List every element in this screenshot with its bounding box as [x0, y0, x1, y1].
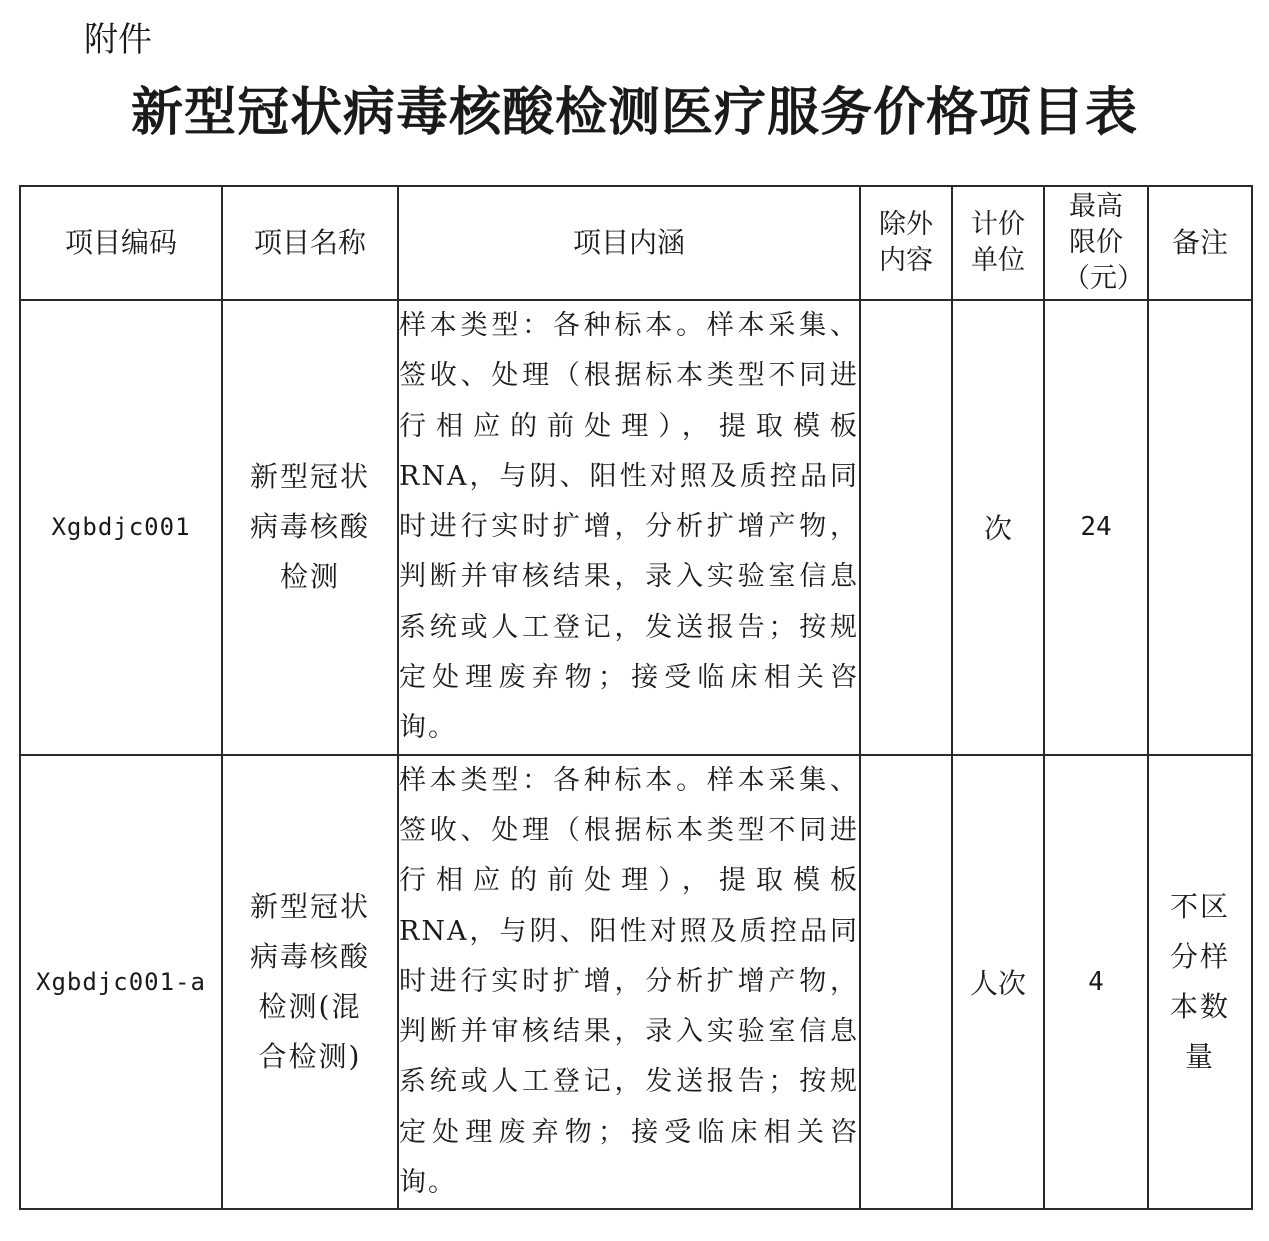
column-header-name: 项目名称: [222, 186, 398, 300]
column-header-excluded: 除外内容: [860, 186, 952, 300]
item-name-cell: [222, 755, 398, 1210]
unit-cell: 次: [952, 300, 1044, 755]
column-header-content: 项目内涵: [398, 186, 860, 300]
item-code-cell: Xgbdjc001-a: [20, 755, 222, 1210]
excluded-cell: [860, 300, 952, 755]
max-price-cell: 4: [1044, 755, 1148, 1210]
remark-text: 不区分样本数量: [1170, 890, 1231, 1073]
attachment-label: 附件: [84, 20, 152, 60]
table-header-row: [20, 186, 1252, 300]
column-header-code: 项目编码: [20, 186, 222, 300]
column-header-remark: 备注: [1148, 186, 1252, 300]
unit-cell: 人次: [952, 755, 1044, 1210]
excluded-cell: [860, 755, 952, 1210]
table-row: [20, 755, 1252, 1210]
remark-cell: [1148, 755, 1252, 1210]
column-header-unit: 计价单位: [952, 186, 1044, 300]
item-content-cell: 样本类型：各种标本。样本采集、签收、处理（根据标本类型不同进行相应的前处理），提取模板RNA，与阴、阳性对照及质控品同时进行实时扩增，分析扩增产物，判断并审核结果，录入实验室信息系统或人工登记，发送报告；按规定处理废弃物；接受临床相关咨询。: [398, 755, 860, 1210]
remark-cell: [1148, 300, 1252, 755]
item-content-cell: 样本类型：各种标本。样本采集、签收、处理（根据标本类型不同进行相应的前处理），提取模板RNA，与阴、阳性对照及质控品同时进行实时扩增，分析扩增产物，判断并审核结果，录入实验室信息系统或人工登记，发送报告；按规定处理废弃物；接受临床相关咨询。: [398, 300, 860, 755]
max-price-cell: 24: [1044, 300, 1148, 755]
item-name-text: 新型冠状病毒核酸检测: [249, 460, 370, 594]
item-name-cell: [222, 300, 398, 755]
item-code-cell: Xgbdjc001: [20, 300, 222, 755]
column-header-max-price: 最高限价（元）: [1044, 186, 1148, 300]
page-title: 新型冠状病毒核酸检测医疗服务价格项目表: [130, 83, 1138, 143]
item-name-text: 新型冠状病毒核酸检测(混合检测): [249, 890, 370, 1073]
table-row: [20, 300, 1252, 755]
price-table: [19, 185, 1253, 1210]
